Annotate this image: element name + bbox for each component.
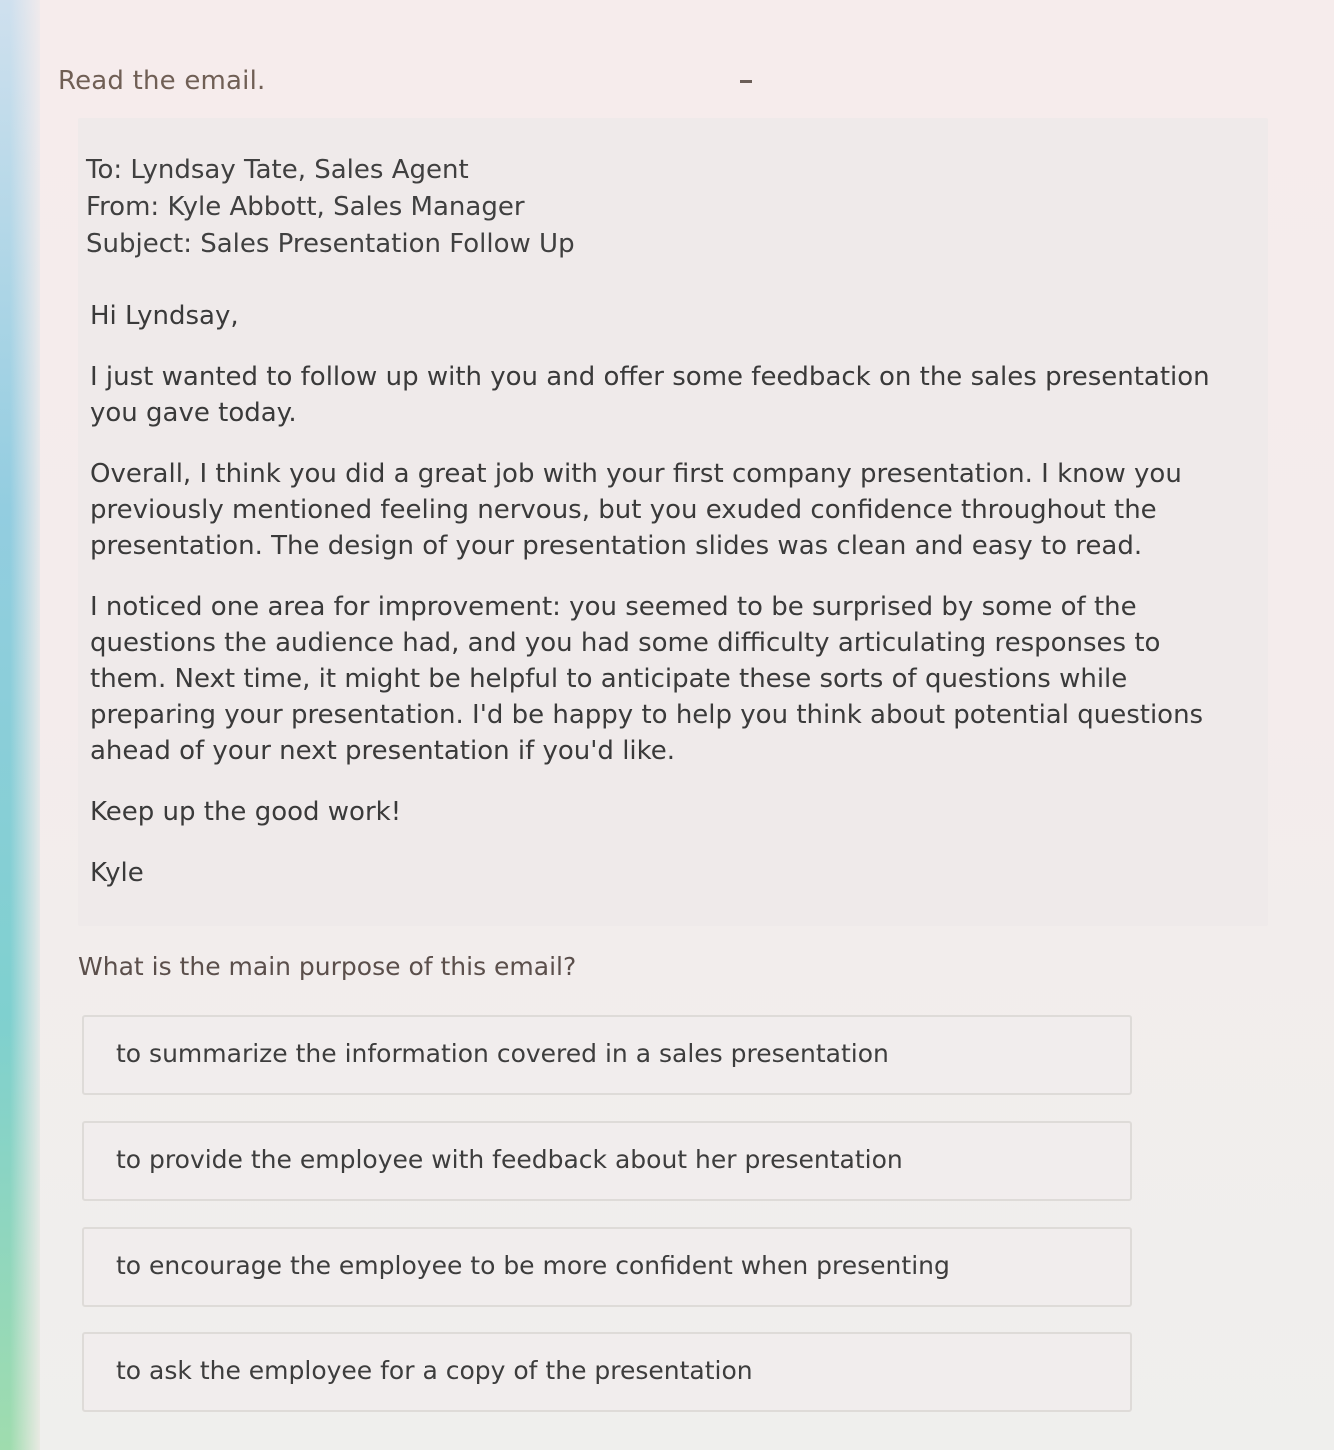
email-to: To: Lyndsay Tate, Sales Agent [86,155,469,185]
email-greeting: Hi Lyndsay, [90,301,239,331]
email-paragraph-1: I just wanted to follow up with you and offer some feedback on the sales presentation you gave today. [90,362,1210,428]
email-signature: Kyle [90,858,144,888]
email-paragraph-2: Overall, I think you did a great job with your first company presentation. I know you previously mentioned feeling nervous, but you exuded confidence throughout the presentation. The design of your presentation slides was clean and easy to read. [90,459,1182,561]
instruction-text: Read the email. [58,66,266,96]
answer-option-label: to summarize the information covered in a sales presentation [116,1039,889,1068]
answer-option-label: to ask the employee for a copy of the presentation [116,1356,753,1385]
answer-option-2[interactable] [82,1121,1132,1201]
dash-mark [740,80,752,83]
answer-option-label: to encourage the employee to be more confident when presenting [116,1251,950,1280]
question-page [40,0,1334,1450]
email-body [90,298,1240,916]
answer-option-4[interactable] [82,1332,1132,1412]
answer-option-3[interactable] [82,1227,1132,1307]
email-subject: Subject: Sales Presentation Follow Up [86,229,575,259]
answer-option-label: to provide the employee with feedback about her presentation [116,1145,903,1174]
email-closing: Keep up the good work! [90,797,402,827]
email-paragraph-3: I noticed one area for improvement: you seemed to be surprised by some of the questions the audience had, and you had some difficulty articulating responses to them. Next time, it might be helpful to anticipate these sorts of questions while preparing your presentation. I'd be happy to help you think about potential questions ahead of your next presentation if you'd like. [90,592,1204,766]
email-passage [78,118,1268,926]
screen-edge-fade [10,0,40,1450]
email-header [86,152,575,263]
answer-option-1[interactable] [82,1015,1132,1095]
email-from: From: Kyle Abbott, Sales Manager [86,192,525,222]
question-prompt: What is the main purpose of this email? [78,952,577,981]
